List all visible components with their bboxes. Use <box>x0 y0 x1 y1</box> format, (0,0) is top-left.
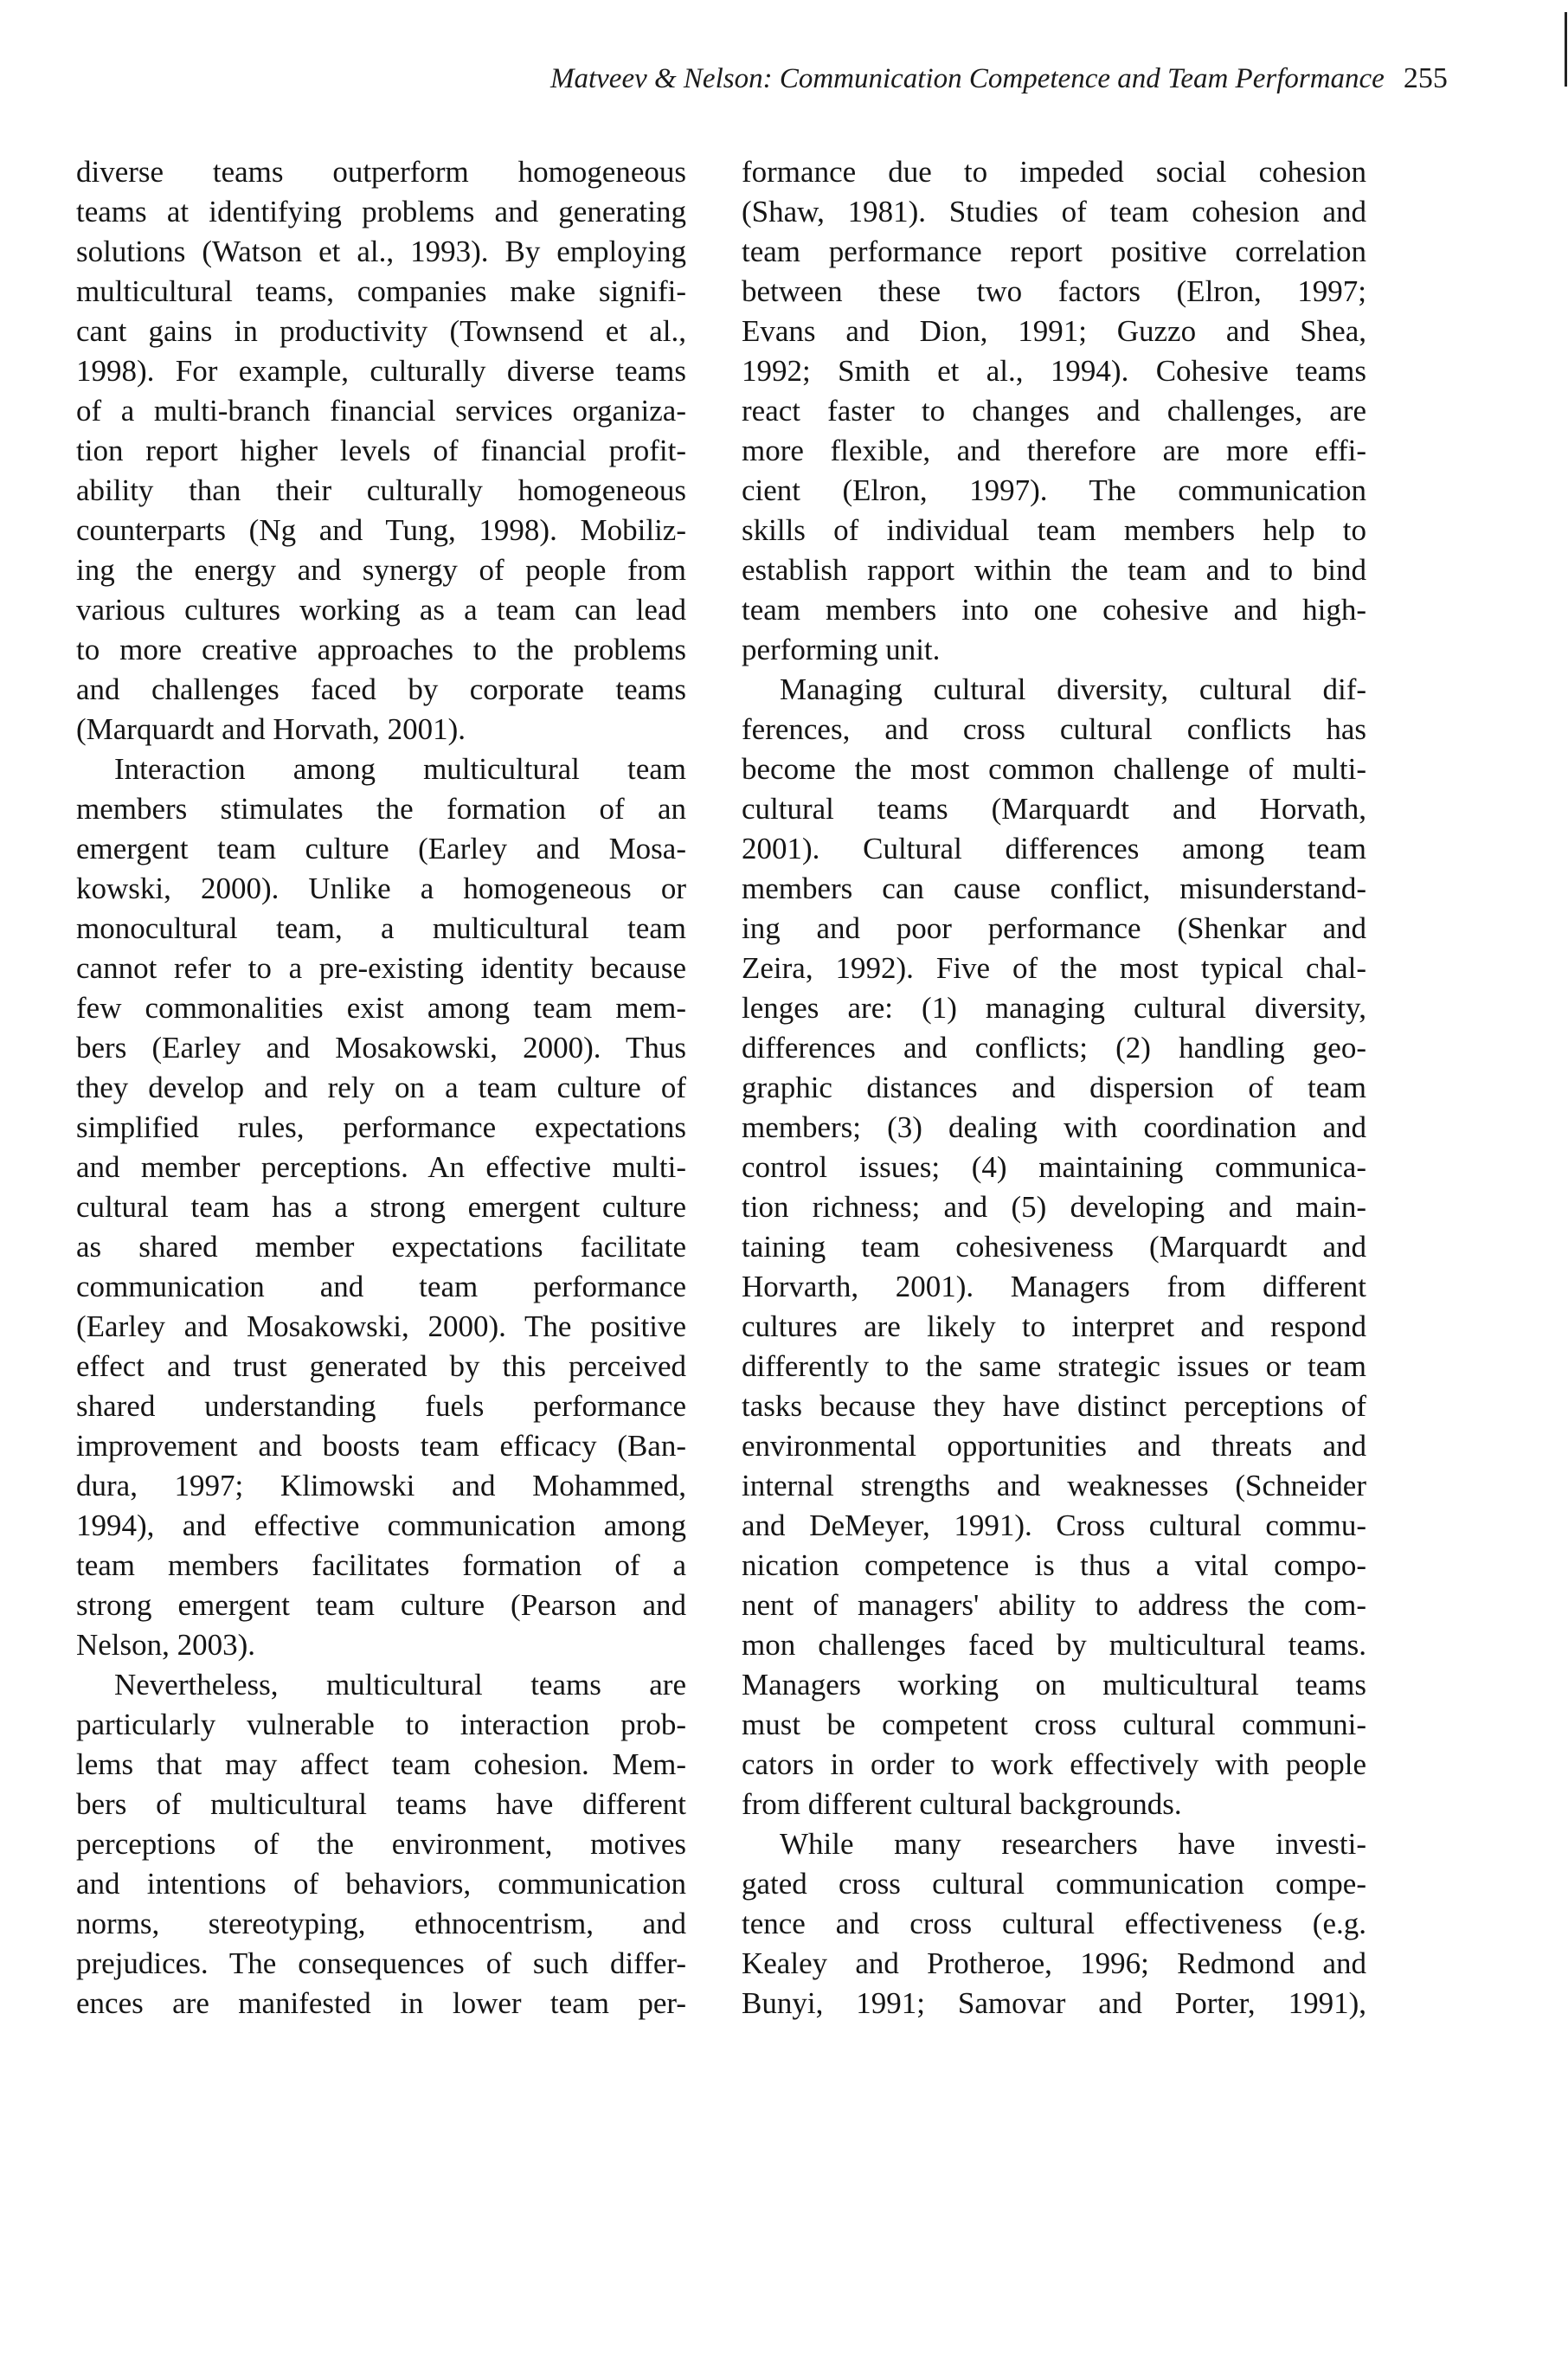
text-line: (Earley and Mosakowski, 2000). The positive <box>76 1309 686 1343</box>
text-line: (Marquardt and Horvath, 2001). <box>76 712 466 746</box>
text-line: cant gains in productivity (Townsend et al., <box>76 314 686 348</box>
text-line: solutions (Watson et al., 1993). By employing <box>76 235 686 268</box>
text-line: mon challenges faced by multicultural teams. <box>742 1628 1366 1662</box>
text-line: tence and cross cultural effectiveness (e.g. <box>742 1907 1366 1940</box>
text-line: they develop and rely on a team culture of <box>76 1071 686 1104</box>
text-line: Kealey and Protheroe, 1996; Redmond and <box>742 1946 1366 1980</box>
text-line: prejudices. The consequences of such differ- <box>76 1946 686 1980</box>
text-line: tasks because they have distinct perceptions of <box>742 1389 1366 1423</box>
text-line: Nevertheless, multicultural teams are <box>114 1668 686 1702</box>
text-line: team members facilitates formation of a <box>76 1548 686 1582</box>
text-line: While many researchers have investi- <box>780 1827 1366 1861</box>
text-line: nication competence is thus a vital compo- <box>742 1548 1366 1582</box>
text-line: graphic distances and dispersion of team <box>742 1071 1366 1104</box>
text-line: tion richness; and (5) developing and main- <box>742 1190 1366 1224</box>
text-line: cators in order to work effectively with people <box>742 1747 1366 1781</box>
text-line: performing unit. <box>742 633 941 666</box>
text-line: members stimulates the formation of an <box>76 792 686 826</box>
text-line: must be competent cross cultural communi- <box>742 1708 1366 1741</box>
text-line: diverse teams outperform homogeneous <box>76 155 686 189</box>
text-line: formance due to impeded social cohesion <box>742 155 1366 189</box>
text-line: to more creative approaches to the problems <box>76 633 686 666</box>
text-line: skills of individual team members help to <box>742 513 1366 547</box>
text-line: and intentions of behaviors, communication <box>76 1867 686 1901</box>
text-line: effect and trust generated by this perceived <box>76 1349 686 1383</box>
text-line: simplified rules, performance expectations <box>76 1110 686 1144</box>
text-line: react faster to changes and challenges, are <box>742 394 1366 428</box>
text-line: teams at identifying problems and generating <box>76 195 686 228</box>
text-line: few commonalities exist among team mem- <box>76 991 686 1025</box>
text-line: perceptions of the environment, motives <box>76 1827 686 1861</box>
text-line: 1994), and effective communication among <box>76 1509 686 1542</box>
running-header <box>550 62 1502 106</box>
text-line: team members into one cohesive and high- <box>742 593 1366 627</box>
text-line: cient (Elron, 1997). The communication <box>742 473 1366 507</box>
text-line: Bunyi, 1991; Samovar and Porter, 1991), <box>742 1986 1366 2020</box>
text-line: ing and poor performance (Shenkar and <box>742 911 1366 945</box>
text-line: internal strengths and weaknesses (Schneider <box>742 1469 1366 1502</box>
text-line: cultural team has a strong emergent culture <box>76 1190 686 1224</box>
text-line: lems that may affect team cohesion. Mem- <box>76 1747 686 1781</box>
text-line: ing the energy and synergy of people from <box>76 553 686 587</box>
text-line: particularly vulnerable to interaction prob- <box>76 1708 686 1741</box>
text-line: taining team cohesiveness (Marquardt and <box>742 1230 1366 1264</box>
text-line: communication and team performance <box>76 1270 686 1303</box>
text-line: Managers working on multicultural teams <box>742 1668 1366 1702</box>
text-line: dura, 1997; Klimowski and Mohammed, <box>76 1469 686 1502</box>
text-line: differences and conflicts; (2) handling geo- <box>742 1031 1366 1065</box>
text-line: cultural teams (Marquardt and Horvath, <box>742 792 1366 826</box>
text-line: environmental opportunities and threats and <box>742 1429 1366 1463</box>
text-line: ability than their culturally homogeneous <box>76 473 686 507</box>
text-line: multicultural teams, companies make signifi- <box>76 274 686 308</box>
text-line: 2001). Cultural differences among team <box>742 832 1366 865</box>
text-line: (Shaw, 1981). Studies of team cohesion and <box>742 195 1366 228</box>
text-line: between these two factors (Elron, 1997; <box>742 274 1366 308</box>
text-line: of a multi-branch financial services organiza- <box>76 394 686 428</box>
text-line: members; (3) dealing with coordination and <box>742 1110 1366 1144</box>
text-line: nent of managers' ability to address the com- <box>742 1588 1366 1622</box>
text-line: emergent team culture (Earley and Mosa- <box>76 832 686 865</box>
text-line: kowski, 2000). Unlike a homogeneous or <box>76 872 686 905</box>
text-line: and member perceptions. An effective multi- <box>76 1150 686 1184</box>
text-line: strong emergent team culture (Pearson and <box>76 1588 686 1622</box>
text-line: ferences, and cross cultural conflicts has <box>742 712 1366 746</box>
text-line: improvement and boosts team efficacy (Ban- <box>76 1429 686 1463</box>
text-line: Evans and Dion, 1991; Guzzo and Shea, <box>742 314 1366 348</box>
text-line: bers of multicultural teams have different <box>76 1787 686 1821</box>
text-line: differently to the same strategic issues or team <box>742 1349 1366 1383</box>
left-column <box>76 152 686 2023</box>
text-line: norms, stereotyping, ethnocentrism, and <box>76 1907 686 1940</box>
page-number: 255 <box>1403 62 1448 94</box>
text-line: shared understanding fuels performance <box>76 1389 686 1423</box>
text-line: members can cause conflict, misunderstand- <box>742 872 1366 905</box>
text-line: cannot refer to a pre-existing identity because <box>76 951 686 985</box>
text-line: monocultural team, a multicultural team <box>76 911 686 945</box>
text-line: Managing cultural diversity, cultural dif- <box>780 672 1366 706</box>
scan-edge-mark <box>1565 12 1567 87</box>
text-line: lenges are: (1) managing cultural diversity, <box>742 991 1366 1025</box>
text-line: various cultures working as a team can lead <box>76 593 686 627</box>
text-line: Zeira, 1992). Five of the most typical chal- <box>742 951 1366 985</box>
running-title: Matveev & Nelson: Communication Competence and Team Performance <box>550 63 1385 94</box>
text-line: control issues; (4) maintaining communica- <box>742 1150 1366 1184</box>
text-line: establish rapport within the team and to bind <box>742 553 1366 587</box>
text-line: and challenges faced by corporate teams <box>76 672 686 706</box>
text-line: Interaction among multicultural team <box>114 752 686 786</box>
text-line: bers (Earley and Mosakowski, 2000). Thus <box>76 1031 686 1065</box>
text-line: cultures are likely to interpret and respond <box>742 1309 1366 1343</box>
text-line: tion report higher levels of financial profit- <box>76 434 686 467</box>
text-line: ences are manifested in lower team per- <box>76 1986 686 2020</box>
right-column <box>742 152 1366 2023</box>
text-line: Nelson, 2003). <box>76 1628 256 1662</box>
text-line: counterparts (Ng and Tung, 1998). Mobiliz- <box>76 513 686 547</box>
text-line: team performance report positive correlation <box>742 235 1366 268</box>
text-line: as shared member expectations facilitate <box>76 1230 686 1264</box>
text-line: become the most common challenge of multi- <box>742 752 1366 786</box>
text-line: Horvarth, 2001). Managers from different <box>742 1270 1366 1303</box>
text-line: more flexible, and therefore are more effi- <box>742 434 1366 467</box>
text-line: 1998). For example, culturally diverse teams <box>76 354 686 388</box>
text-line: from different cultural backgrounds. <box>742 1787 1182 1821</box>
text-line: gated cross cultural communication compe- <box>742 1867 1366 1901</box>
text-line: 1992; Smith et al., 1994). Cohesive teams <box>742 354 1366 388</box>
text-line: and DeMeyer, 1991). Cross cultural commu- <box>742 1509 1366 1542</box>
